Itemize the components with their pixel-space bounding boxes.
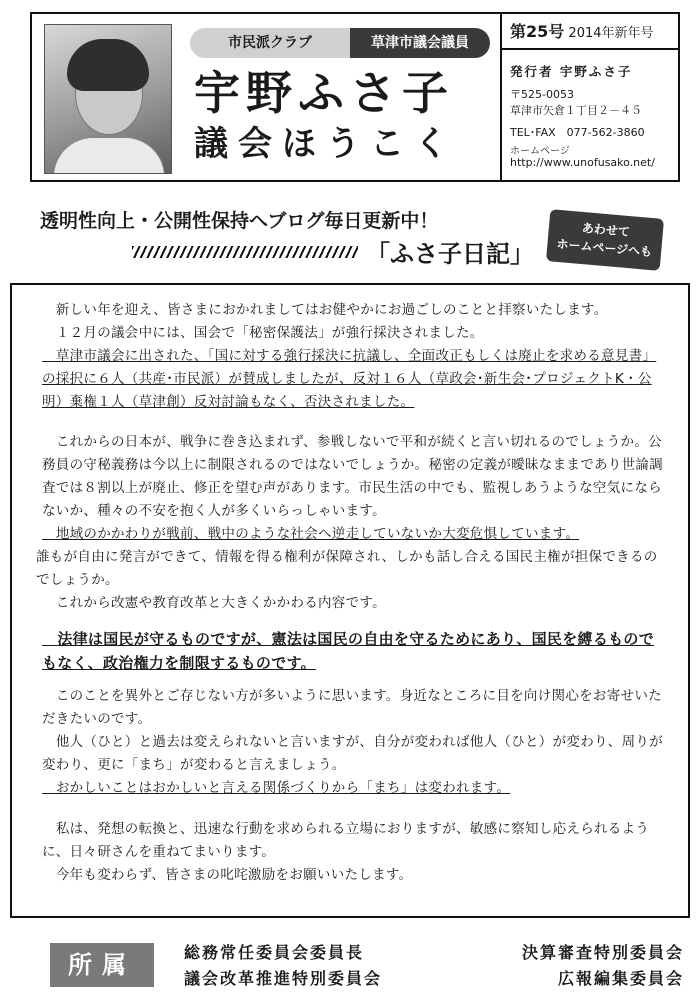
homepage-tag xyxy=(546,209,664,271)
main-article xyxy=(10,283,690,918)
issue-info xyxy=(510,22,680,44)
paragraph: 地域のかかわりが戦前、戦中のような社会へ逆走していないか大変危惧しています。 xyxy=(55,526,580,542)
role-badge: 草津市議会議員 xyxy=(350,28,490,58)
blog-name: 「ふさ子日記」 xyxy=(366,240,534,268)
issue-date: 2014年新年号 xyxy=(568,26,654,41)
paragraph: 新しい年を迎え、皆さまにおかれましてはお健やかにお過ごしのことと拝察いたします。 xyxy=(55,302,608,318)
tag-line-1: あわせて xyxy=(581,220,631,240)
postal-code: 〒525-0053 xyxy=(510,88,574,101)
newsletter-title: 議会ほうこく xyxy=(194,124,458,164)
decorative-stripes xyxy=(132,246,358,258)
role-item: 決算審査特別委員会 xyxy=(521,943,684,962)
paragraph: 誰もが自由に発言ができて、情報を得る権利が保障され、しかも話し合える国民主権が担保できるのでしょうか。 xyxy=(36,549,658,588)
paragraph: １２月の議会中には、国会で「秘密保護法」が強行採決されました。 xyxy=(55,325,484,341)
paragraph: おかしいことはおかしいと言える関係づくりから「まち」は変われます。 xyxy=(55,780,511,796)
divider xyxy=(502,48,678,50)
divider xyxy=(500,14,502,180)
paragraph: 草津市議会に出された、「国に対する強行採決に抗議し、全面改正もしくは廃止を求める意見書」の採択に６人（共産･市民派）が賛成しましたが、反対１６人（草政会･新生会･プロジェクトK・公明）棄権１人（草津創）反対討論もなく、否決されました。 xyxy=(42,348,657,410)
paragraph: これから改憲や教育改革と大きくかかわる内容です。 xyxy=(55,595,386,611)
party-badge: 市民派クラブ xyxy=(190,28,350,58)
tag-line-2: ホームページへも xyxy=(555,236,653,260)
paragraph: 今年も変わらず、皆さまの叱咤激励をお願いいたします。 xyxy=(55,867,413,883)
headline: 透明性向上・公開性保持へブログ毎日更新中！ xyxy=(40,210,439,232)
affiliation-label: 所属 xyxy=(50,943,154,987)
author-photo xyxy=(44,24,172,174)
author-name: 宇野ふさ子 xyxy=(194,66,454,120)
newsletter-header xyxy=(30,12,680,182)
paragraph: これからの日本が、戦争に巻き込まれず、参戦しないで平和が続くと言い切れるのでしょうか。公務員の守秘義務は今以上に制限されるのではないでしょうか。秘密の定義が曖昧なままであり世論調査では８割以上が廃止、修正を望む声があります。市民生活の中でも、監視しあうような空気にならないか、種々の不安を抱く人が多くいらっしゃいます。 xyxy=(42,434,663,519)
role-item: 総務常任委員会委員長 xyxy=(184,943,365,962)
paragraph: このことを異外とご存じない方が多いように思います。身近なところに目を向け関心をお寄せいただきたいのです。 xyxy=(42,688,662,727)
key-statement: 法律は国民が守るものですが、憲法は国民の自由を守るためにあり、国民を縛るものでもなく、政治権力を制限するものです。 xyxy=(42,630,655,672)
homepage-url[interactable]: http://www.unofusako.net/ xyxy=(510,156,655,169)
homepage-label: ホームページ xyxy=(510,146,570,157)
role-item: 議会改革推進特別委員会 xyxy=(184,969,383,988)
paragraph: 私は、発想の転換と、迅速な行動を求められる立場におりますが、敏感に察知し応えられるように、日々研さんを重ねてまいります。 xyxy=(42,821,650,860)
role-item: 広報編集委員会 xyxy=(557,969,684,988)
tel-fax: TEL･FAX 077-562-3860 xyxy=(510,126,645,139)
publisher: 発行者 宇野ふさ子 xyxy=(510,64,633,79)
paragraph: 他人（ひと）と過去は変えられないと言いますが、自分が変われば他人（ひと）が変わり、周りが変わり、更に「まち」が変わると言えましょう。 xyxy=(42,734,664,773)
affiliation-roles xyxy=(184,940,684,992)
address: 草津市矢倉１丁目２－４５ xyxy=(510,104,642,117)
issue-number: 第25号 xyxy=(510,22,565,41)
